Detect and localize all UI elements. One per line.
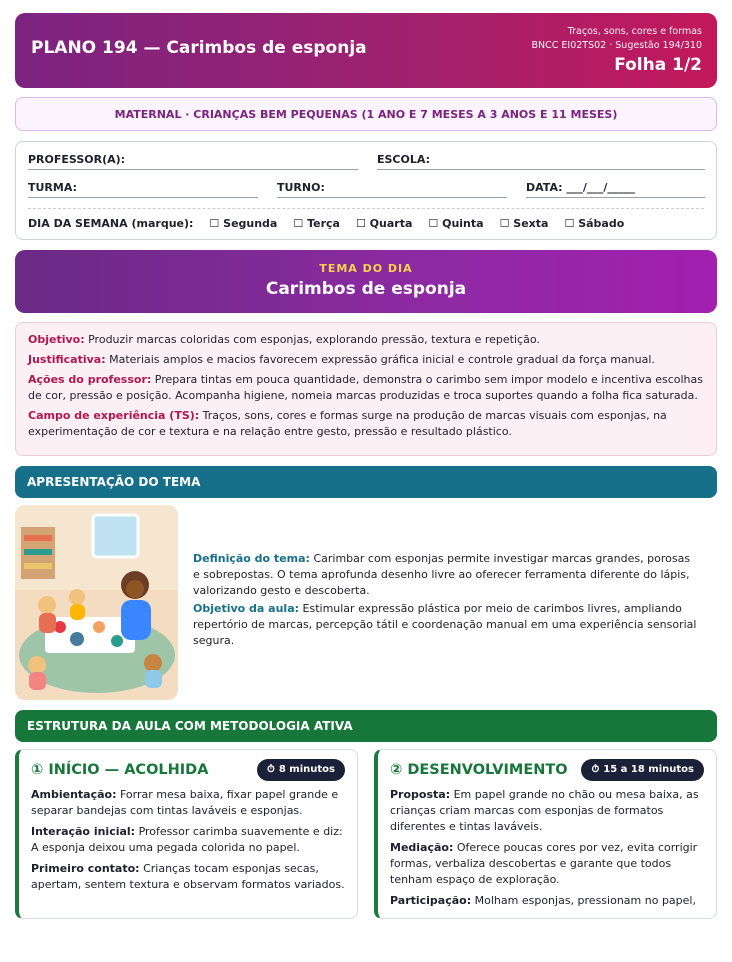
stage-item: Mediação: Oferece poucas cores por vez, evita corrigir formas, verbaliza descobertas e garante que todos tenham espaço de exploração. xyxy=(390,841,698,886)
weekday-label: DIA DA SEMANA (marque): xyxy=(28,217,194,230)
teacher-field[interactable] xyxy=(28,153,358,166)
weekday-selector xyxy=(28,217,624,230)
checkbox-icon[interactable]: ☐ xyxy=(293,217,304,230)
checkbox-icon[interactable]: ☐ xyxy=(499,217,510,230)
day-option-segunda[interactable]: ☐ Segunda xyxy=(209,217,278,230)
teacher-actions-paragraph: Ações do professor: Prepara tintas em pouca quantidade, demonstra o carimbo sem impor modelo e incentiva escolhas de cor, pressão e posição. Acompanha higiene, nomeia marcas produzidas e troca suportes quando a folha fica saturada. xyxy=(28,373,703,402)
stage-item: Participação: Molham esponjas, pressionam no papel, xyxy=(390,894,696,907)
shift-field[interactable] xyxy=(277,181,507,194)
teacher-label: PROFESSOR(A): xyxy=(28,153,126,166)
theme-label: TEMA DO DIA xyxy=(319,262,413,275)
duration-badge: ⏱ 15 a 18 minutos xyxy=(581,759,704,781)
experience-field-paragraph: Campo de experiência (TS): Traços, sons, cores e formas surge na produção de marcas visuais com esponjas, na experimentação de cor e textura e na relação entre gesto, pressão e resultado plástico. xyxy=(28,409,667,438)
theme-title: Carimbos de esponja xyxy=(265,279,467,299)
checkbox-icon[interactable]: ☐ xyxy=(355,217,366,230)
plan-header xyxy=(15,13,717,88)
presentation-text xyxy=(193,551,698,651)
header-meta xyxy=(531,25,702,75)
date-label: DATA: ___/___/_____ xyxy=(526,181,635,194)
checkbox-icon[interactable]: ☐ xyxy=(428,217,439,230)
stage-item: Proposta: Em papel grande no chão ou mesa baixa, as crianças criam marcas com esponjas de formatos diferentes e tintas laváveis. xyxy=(390,788,699,833)
checkbox-icon[interactable]: ☐ xyxy=(209,217,220,230)
day-option-quarta[interactable]: ☐ Quarta xyxy=(355,217,413,230)
identification-form xyxy=(15,141,717,240)
presentation-section-header: APRESENTAÇÃO DO TEMA xyxy=(15,466,717,498)
development-stage-card xyxy=(374,749,717,919)
lesson-objective: Objetivo da aula: Estimular expressão plástica por meio de carimbos livres, ampliando repertório de marcas, percepção tátil e coordenação manual em uma experiência sensorial segura. xyxy=(193,602,697,647)
day-option-sexta[interactable]: ☐ Sexta xyxy=(499,217,549,230)
school-label: ESCOLA: xyxy=(377,153,430,166)
stage-item: Ambientação: Forrar mesa baixa, fixar papel grande e separar bandejas com tintas laváveis e esponjas. xyxy=(31,788,339,817)
stage-title: ② DESENVOLVIMENTO xyxy=(390,762,568,778)
checkbox-icon[interactable]: ☐ xyxy=(564,217,575,230)
date-field[interactable] xyxy=(526,181,705,194)
school-field[interactable] xyxy=(377,153,705,166)
stage-item: Primeiro contato: Crianças tocam esponjas secas, apertam, sentem textura e observam formatos variados. xyxy=(31,862,345,891)
form-divider xyxy=(28,208,704,209)
classroom-illustration xyxy=(15,505,178,700)
header-subtitle-bncc: BNCC EI02TS02 · Sugestão 194/310 xyxy=(531,40,702,51)
age-level-banner: MATERNAL · CRIANÇAS BEM PEQUENAS (1 ANO E 7 MESES A 3 ANOS E 11 MESES) xyxy=(15,97,717,131)
theme-of-the-day xyxy=(15,250,717,313)
lesson-structure-section-header: ESTRUTURA DA AULA COM METODOLOGIA ATIVA xyxy=(15,710,717,742)
start-stage-card xyxy=(15,749,358,919)
sheet-number: Folha 1/2 xyxy=(614,55,702,75)
class-label: TURMA: xyxy=(28,181,77,194)
class-field[interactable] xyxy=(28,181,258,194)
theme-definition: Definição do tema: Carimbar com esponjas permite investigar marcas grandes, porosas e sobrepostas. O tema aprofunda desenho livre ao oferecer ferramenta diferente do lápis, valorizando gesto e descoberta. xyxy=(193,552,691,597)
plan-title: PLANO 194 — Carimbos de esponja xyxy=(31,38,367,58)
header-subtitle-field: Traços, sons, cores e formas xyxy=(567,26,702,37)
plan-details xyxy=(15,322,717,456)
objective-paragraph: Objetivo: Produzir marcas coloridas com esponjas, explorando pressão, textura e repetição. xyxy=(28,333,540,346)
timer-icon: ⏱ xyxy=(591,764,600,775)
shift-label: TURNO: xyxy=(277,181,325,194)
justification-paragraph: Justificativa: Materiais amplos e macios favorecem expressão gráfica inicial e controle gradual da força manual. xyxy=(28,353,655,366)
stage-item: Interação inicial: Professor carimba suavemente e diz: A esponja deixou uma pegada colorida no papel. xyxy=(31,825,343,854)
day-option-quinta[interactable]: ☐ Quinta xyxy=(428,217,484,230)
stage-title: ① INÍCIO — ACOLHIDA xyxy=(31,762,209,778)
day-option-sabado[interactable]: ☐ Sábado xyxy=(564,217,625,230)
duration-badge: ⏱ 8 minutos xyxy=(257,759,345,781)
day-option-terca[interactable]: ☐ Terça xyxy=(293,217,340,230)
timer-icon: ⏱ xyxy=(267,764,275,775)
